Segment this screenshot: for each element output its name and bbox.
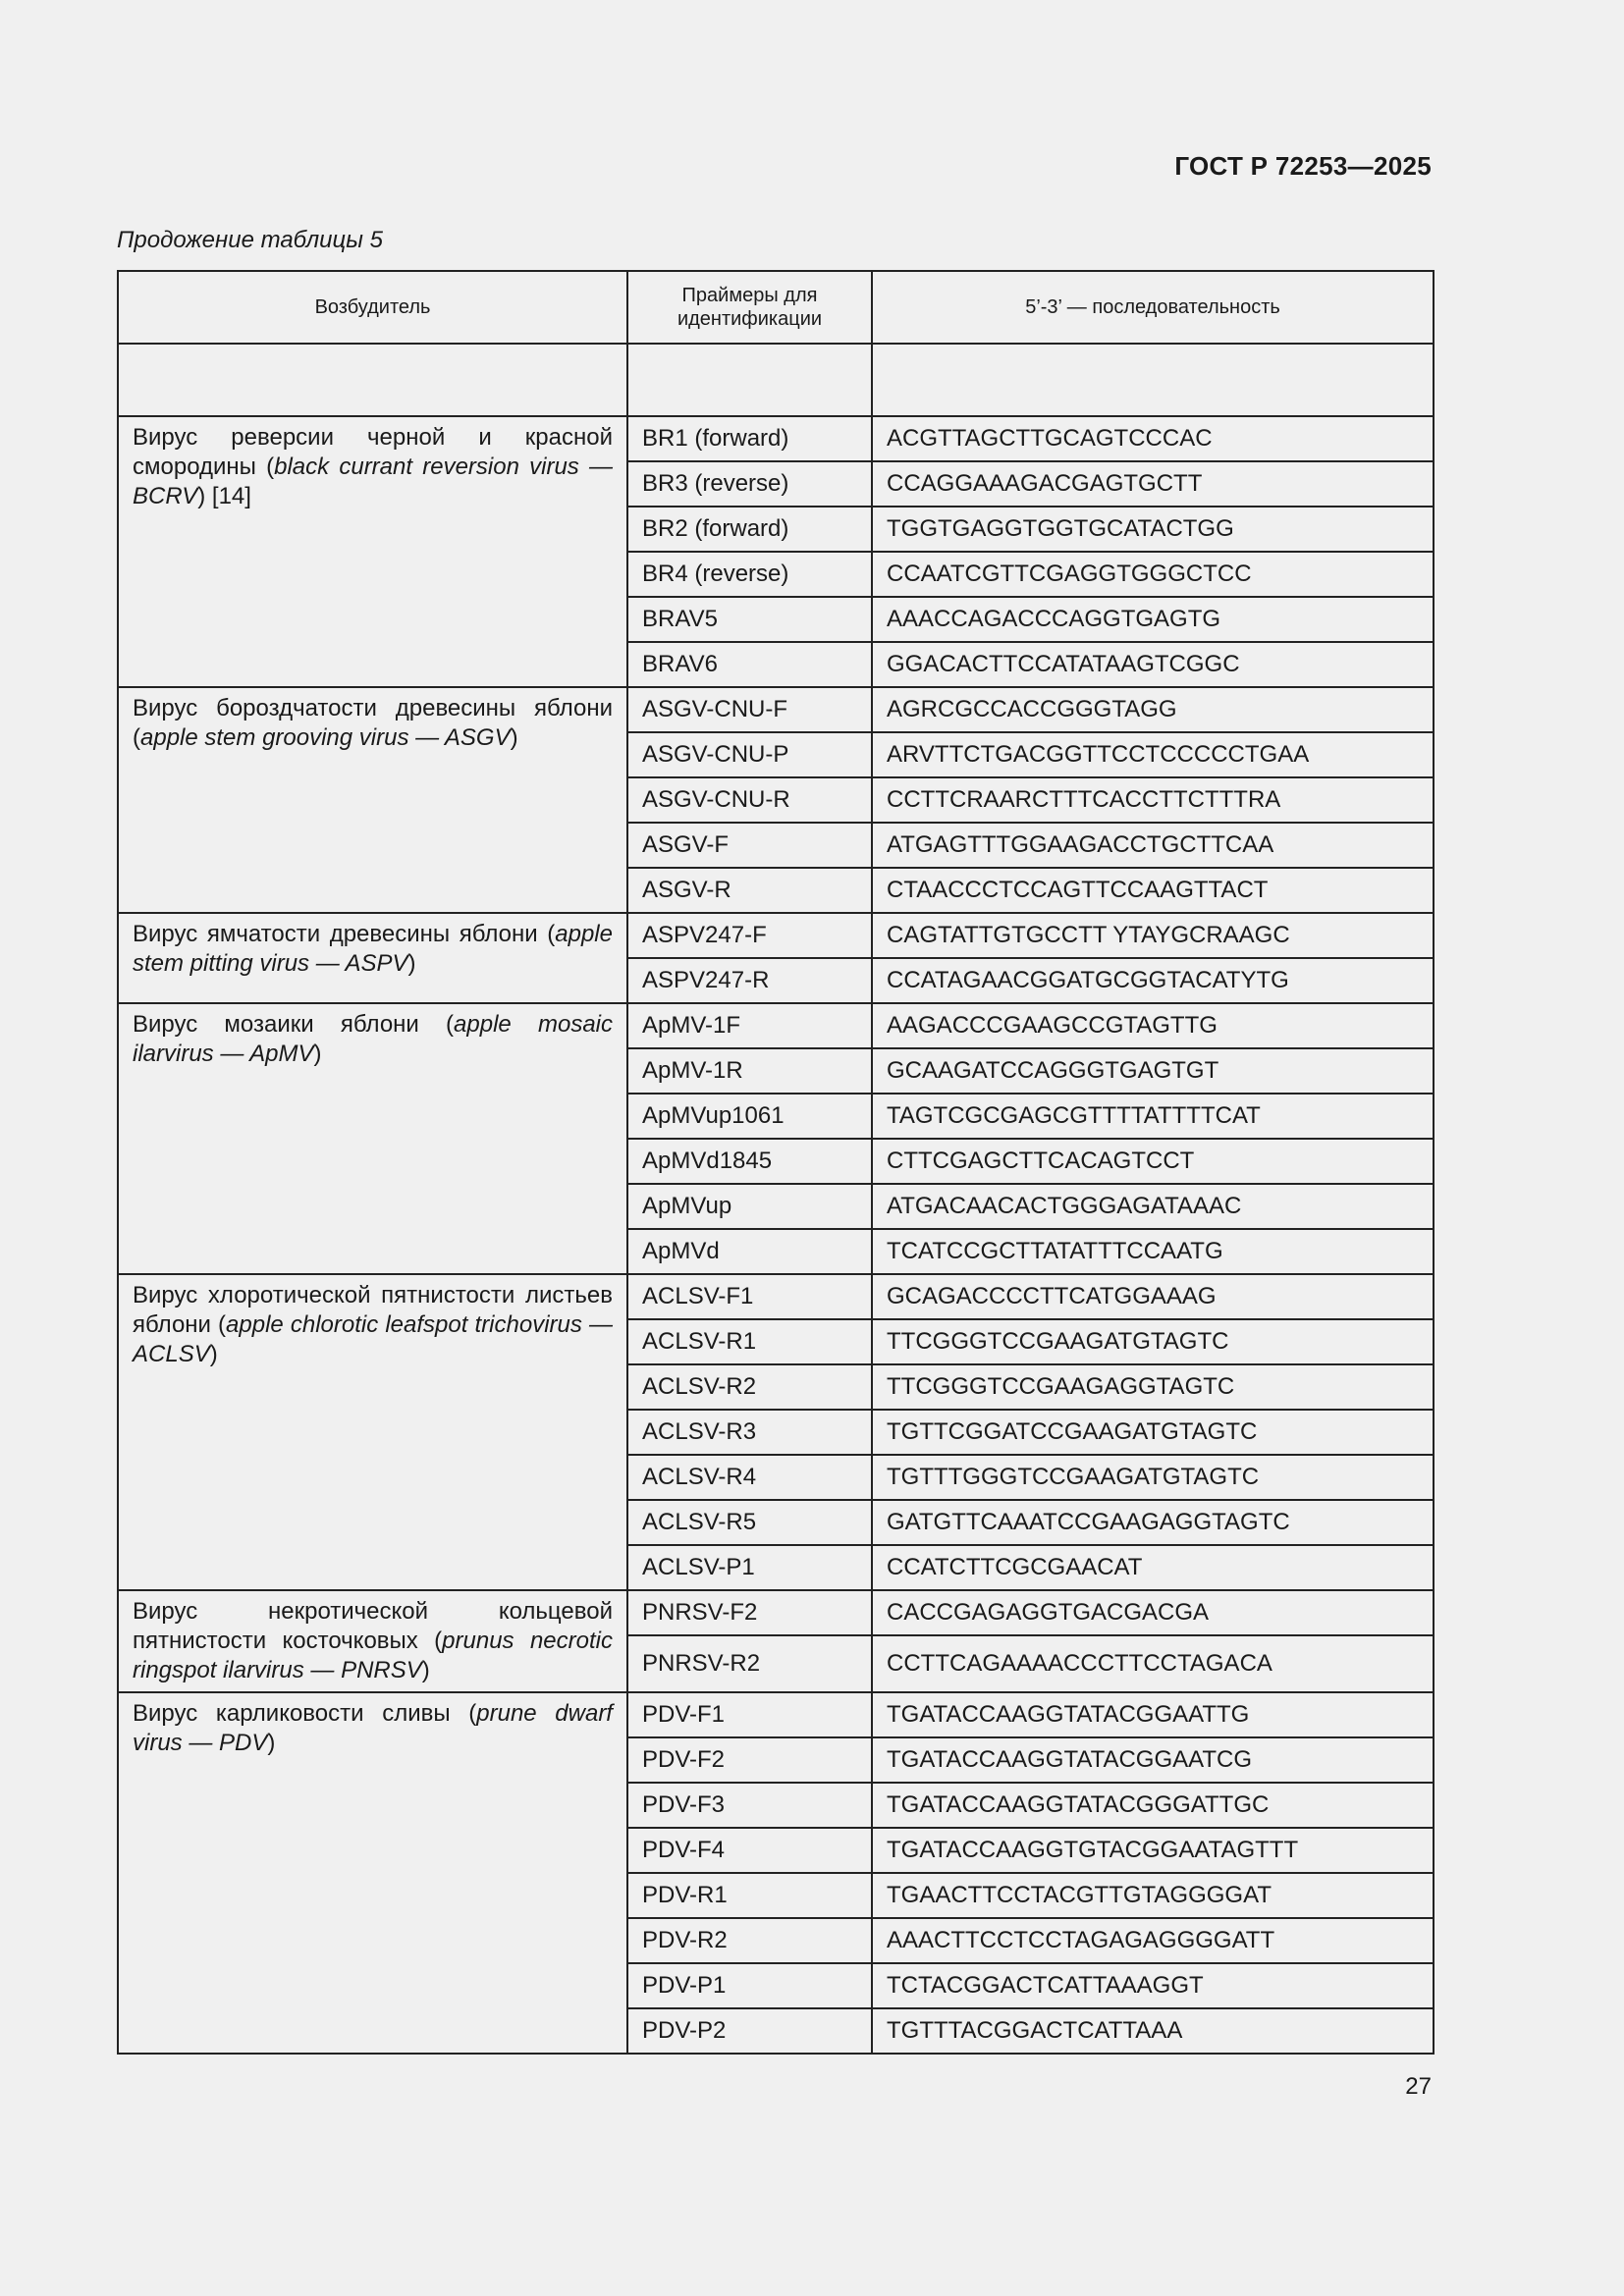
primer-cell: ACLSV-R1 (627, 1319, 872, 1364)
primer-cell: PDV-R2 (627, 1918, 872, 1963)
pathogen-text: ) (267, 1730, 276, 1756)
pathogen-text: Вирус карликовости сливы ( (133, 1700, 477, 1727)
sequence-cell: CCATCTTCGCGAACAT (872, 1545, 1434, 1590)
sequence-cell: CTAACCCTCCAGTTCCAAGTTACT (872, 868, 1434, 913)
pathogen-text: ) (421, 1657, 430, 1683)
primer-cell: ApMV-1R (627, 1048, 872, 1094)
sequence-cell: GCAGACCCCTTCATGGAAAG (872, 1274, 1434, 1319)
primer-cell: ApMVup (627, 1184, 872, 1229)
pathogen-text: Вирус ямчатости древесины яблони ( (133, 921, 556, 947)
pathogen-cell (118, 687, 627, 913)
sequence-cell: CCAGGAAAGACGAGTGCTT (872, 461, 1434, 507)
primer-cell: ASGV-CNU-F (627, 687, 872, 732)
primer-cell: ACLSV-P1 (627, 1545, 872, 1590)
pathogen-cell (118, 1274, 627, 1590)
sequence-cell: CAGTATTGTGCCTT YTAYGCRAAGC (872, 913, 1434, 958)
sequence-cell: TGATACCAAGGTATACGGGATTGC (872, 1783, 1434, 1828)
pathogen-latin-name: black currant reversion virus — BCRV (133, 454, 613, 509)
table-row (118, 1590, 1434, 1635)
sequence-cell: ATGACAACACTGGGAGATAAAC (872, 1184, 1434, 1229)
primer-cell: PDV-P1 (627, 1963, 872, 2008)
pathogen-cell (118, 1692, 627, 2054)
primer-cell: PDV-F2 (627, 1737, 872, 1783)
sequence-cell: TTCGGGTCCGAAGATGTAGTC (872, 1319, 1434, 1364)
table-row (118, 1274, 1434, 1319)
sequence-cell: AAACTTCCTCCTAGAGAGGGGATT (872, 1918, 1434, 1963)
pathogen-latin-name: apple stem pitting virus — ASPV (133, 921, 613, 977)
pathogen-text: ) (313, 1041, 322, 1067)
column-header-primers: Праймеры для идентификации (627, 271, 872, 344)
pathogen-cell (118, 1590, 627, 1692)
sequence-cell: AAACCAGACCCAGGTGAGTG (872, 597, 1434, 642)
primer-cell: ASPV247-R (627, 958, 872, 1003)
sequence-cell: TCATCCGCTTATATTTCCAATG (872, 1229, 1434, 1274)
page-number: 27 (1405, 2073, 1432, 2100)
primer-cell: ASGV-R (627, 868, 872, 913)
pathogen-latin-name: prunus necrotic ringspot ilarvirus — PNRSV (133, 1628, 613, 1683)
pathogen-text: ) (510, 724, 518, 751)
table-row (118, 1692, 1434, 1737)
column-header-sequence: 5’-3’ — последовательность (872, 271, 1434, 344)
primer-cell: BRAV5 (627, 597, 872, 642)
header-double-rule (118, 344, 1434, 416)
pathogen-text: ) (209, 1341, 218, 1367)
primer-cell: ApMVd (627, 1229, 872, 1274)
sequence-cell: TGTTTACGGACTCATTAAA (872, 2008, 1434, 2054)
sequence-cell: CTTCGAGCTTCACAGTCCT (872, 1139, 1434, 1184)
pathogen-text: Вирус некротической кольцевой пятнистости косточковых ( (133, 1598, 613, 1654)
table-row (118, 1003, 1434, 1048)
pathogen-latin-name: apple stem grooving virus — ASGV (140, 724, 511, 751)
primer-cell: BR1 (forward) (627, 416, 872, 461)
sequence-cell: GATGTTCAAATCCGAAGAGGTAGTC (872, 1500, 1434, 1545)
primer-cell: ASGV-F (627, 823, 872, 868)
sequence-cell: AGRCGCCACCGGGTAGG (872, 687, 1434, 732)
primer-cell: BR2 (forward) (627, 507, 872, 552)
primers-table (117, 270, 1435, 2055)
pathogen-latin-name: apple chlorotic leafspot trichovirus — ACLSV (133, 1311, 613, 1367)
sequence-cell: CACCGAGAGGTGACGACGA (872, 1590, 1434, 1635)
sequence-cell: AAGACCCGAAGCCGTAGTTG (872, 1003, 1434, 1048)
sequence-cell: ARVTTCTGACGGTTCCTCCCCCTGAA (872, 732, 1434, 777)
primer-cell: ACLSV-R3 (627, 1410, 872, 1455)
sequence-cell: TGGTGAGGTGGTGCATACTGG (872, 507, 1434, 552)
sequence-cell: TCTACGGACTCATTAAAGGT (872, 1963, 1434, 2008)
sequence-cell: TGTTTGGGTCCGAAGATGTAGTC (872, 1455, 1434, 1500)
primer-cell: BRAV6 (627, 642, 872, 687)
sequence-cell: CCAATCGTTCGAGGTGGGCTCC (872, 552, 1434, 597)
sequence-cell: TGTTCGGATCCGAAGATGTAGTC (872, 1410, 1434, 1455)
pathogen-text: Вирус реверсии черной и красной смородины ( (133, 424, 613, 480)
sequence-cell: TAGTCGCGAGCGTTTTATTTTCAT (872, 1094, 1434, 1139)
primer-cell: ASGV-CNU-P (627, 732, 872, 777)
primer-cell: PDV-R1 (627, 1873, 872, 1918)
table-header-row (118, 271, 1434, 344)
primer-cell: ASGV-CNU-R (627, 777, 872, 823)
primer-cell: PNRSV-F2 (627, 1590, 872, 1635)
primer-cell: BR3 (reverse) (627, 461, 872, 507)
pathogen-cell (118, 1003, 627, 1274)
sequence-cell: ACGTTAGCTTGCAGTCCCAC (872, 416, 1434, 461)
primer-cell: BR4 (reverse) (627, 552, 872, 597)
sequence-cell: ATGAGTTTGGAAGACCTGCTTCAA (872, 823, 1434, 868)
pathogen-cell (118, 416, 627, 687)
pathogen-latin-name: apple mosaic ilarvirus — ApMV (133, 1011, 613, 1067)
primer-cell: PDV-F4 (627, 1828, 872, 1873)
sequence-cell: TGATACCAAGGTATACGGAATCG (872, 1737, 1434, 1783)
table-row (118, 416, 1434, 461)
document-code: ГОСТ Р 72253—2025 (1174, 151, 1432, 181)
primer-cell: PDV-F1 (627, 1692, 872, 1737)
table-body (118, 416, 1434, 2054)
primer-cell: PNRSV-R2 (627, 1635, 872, 1692)
primer-cell: PDV-P2 (627, 2008, 872, 2054)
sequence-cell: CCATAGAACGGATGCGGTACATYTG (872, 958, 1434, 1003)
column-header-pathogen: Возбудитель (118, 271, 627, 344)
primer-cell: ApMV-1F (627, 1003, 872, 1048)
table-row (118, 687, 1434, 732)
primer-cell: PDV-F3 (627, 1783, 872, 1828)
primer-cell: ACLSV-F1 (627, 1274, 872, 1319)
primer-cell: ACLSV-R5 (627, 1500, 872, 1545)
primer-cell: ACLSV-R4 (627, 1455, 872, 1500)
sequence-cell: TTCGGGTCCGAAGAGGTAGTC (872, 1364, 1434, 1410)
sequence-cell: CCTTCAGAAAACCCTTCCTAGACA (872, 1635, 1434, 1692)
pathogen-text: ) [14] (197, 483, 251, 509)
sequence-cell: TGATACCAAGGTATACGGAATTG (872, 1692, 1434, 1737)
pathogen-latin-name: prune dwarf virus — PDV (133, 1700, 613, 1756)
pathogen-text: ) (407, 950, 416, 977)
pathogen-text: Вирус мозаики яблони ( (133, 1011, 455, 1038)
primer-cell: ACLSV-R2 (627, 1364, 872, 1410)
sequence-cell: TGAACTTCCTACGTTGTAGGGGAT (872, 1873, 1434, 1918)
sequence-cell: GCAAGATCCAGGGTGAGTGT (872, 1048, 1434, 1094)
table-caption: Продожение таблицы 5 (117, 227, 383, 253)
sequence-cell: CCTTCRAARCTTTCACCTTCTTTRA (872, 777, 1434, 823)
table-row (118, 913, 1434, 958)
pathogen-cell (118, 913, 627, 1003)
pathogen-text: Вирус бороздчатости древесины яблони ( (133, 695, 613, 751)
sequence-cell: GGACACTTCCATATAAGTCGGC (872, 642, 1434, 687)
primer-cell: ApMVup1061 (627, 1094, 872, 1139)
sequence-cell: TGATACCAAGGTGTACGGAATAGTTT (872, 1828, 1434, 1873)
primer-cell: ASPV247-F (627, 913, 872, 958)
pathogen-text: Вирус хлоротической пятнистости листьев яблони ( (133, 1282, 613, 1338)
primer-cell: ApMVd1845 (627, 1139, 872, 1184)
